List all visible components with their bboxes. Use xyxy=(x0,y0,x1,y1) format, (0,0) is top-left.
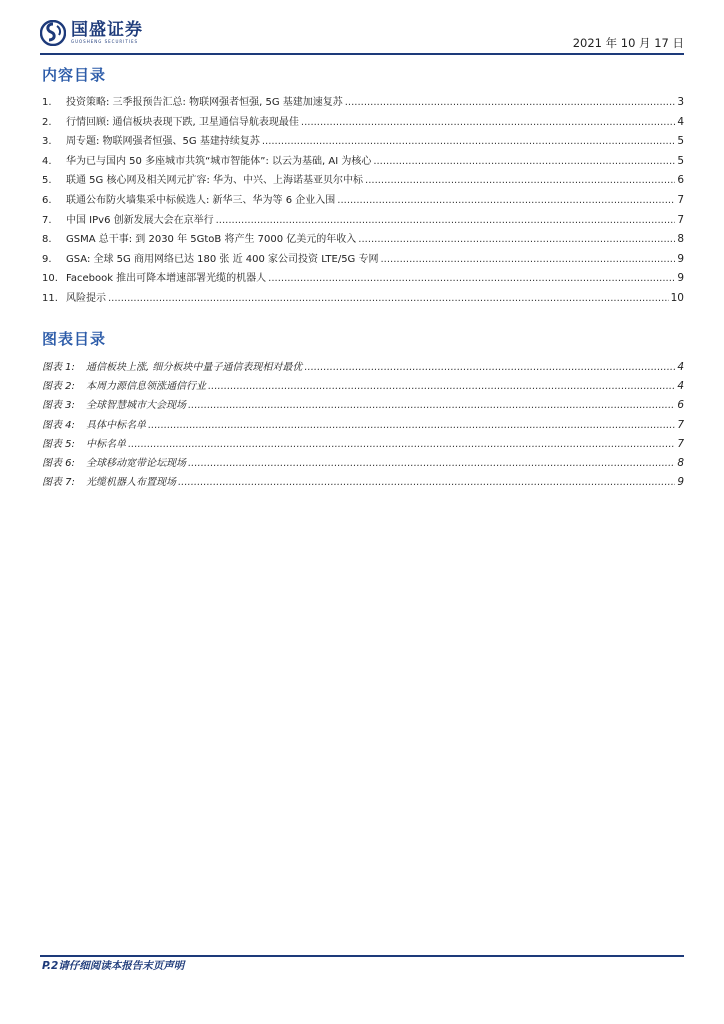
figure-entry[interactable] xyxy=(42,435,684,454)
toc-number: 4. xyxy=(42,155,52,167)
dot-leader xyxy=(128,439,675,450)
page-number: 6 xyxy=(677,399,684,412)
figure-label: 图表 3: xyxy=(42,400,75,412)
figure-title: 本周力源信息领涨通信行业 xyxy=(86,381,206,393)
toc-entry[interactable] xyxy=(42,230,684,250)
toc-number: 5. xyxy=(42,175,52,187)
dot-leader xyxy=(365,175,675,186)
page-number: 3 xyxy=(677,96,684,108)
toc-heading: 内容目录 xyxy=(42,66,107,84)
page-number: 9 xyxy=(677,476,684,489)
logo-english-name: GUOSHENG SECURITIES xyxy=(71,39,139,44)
dot-leader xyxy=(188,400,675,411)
dot-leader xyxy=(216,215,676,226)
figure-entry[interactable] xyxy=(42,454,684,473)
toc-number: 9. xyxy=(42,253,52,265)
page-number: 4 xyxy=(677,115,684,128)
toc-entry[interactable] xyxy=(42,171,684,191)
toc-title: 周专题: 物联网强者恒强、5G 基建持续复苏 xyxy=(66,136,260,148)
toc-entry[interactable] xyxy=(42,211,684,231)
dot-leader xyxy=(373,156,675,167)
page-number: 7 xyxy=(677,418,684,431)
figure-entry[interactable] xyxy=(42,358,684,377)
page-number: 10 xyxy=(670,291,684,304)
page-number: 7 xyxy=(677,213,684,226)
toc-number: 8. xyxy=(42,234,52,246)
toc-title: 中国 IPv6 创新发展大会在京举行 xyxy=(66,214,214,226)
page-number: 7 xyxy=(677,193,684,206)
toc-title: 联通公布防火墙集采中标候选人: 新华三、华为等 6 企业入围 xyxy=(66,194,336,206)
toc-title: 行情回顾: 通信板块表现下跌, 卫星通信导航表现最佳 xyxy=(66,116,299,128)
toc-list xyxy=(42,93,684,309)
dot-leader xyxy=(268,273,675,284)
toc-number: 7. xyxy=(42,214,52,226)
page-number: 5 xyxy=(677,135,684,148)
footer-disclaimer: P.2请仔细阅读本报告末页声明 xyxy=(42,960,185,972)
figure-label: 图表 5: xyxy=(42,438,75,450)
toc-title: Facebook 推出可降本增速部署光缆的机器人 xyxy=(66,273,267,285)
logo-emblem-icon xyxy=(40,20,66,46)
toc-number: 11. xyxy=(42,292,58,304)
figure-entry[interactable] xyxy=(42,473,684,492)
dot-leader xyxy=(337,195,675,206)
company-logo xyxy=(40,20,143,46)
dot-leader xyxy=(262,136,675,147)
figure-label: 图表 4: xyxy=(42,419,75,431)
figure-title: 具体中标名单 xyxy=(86,419,146,431)
toc-entry[interactable] xyxy=(42,269,684,289)
toc-title: GSA: 全球 5G 商用网络已达 180 张 近 400 家公司投资 LTE/5G 专网 xyxy=(66,253,379,265)
dot-leader xyxy=(178,477,675,488)
toc-entry[interactable] xyxy=(42,191,684,211)
toc-entry[interactable] xyxy=(42,250,684,270)
figures-heading: 图表目录 xyxy=(42,330,107,348)
toc-entry[interactable] xyxy=(42,289,684,309)
toc-entry[interactable] xyxy=(42,93,684,113)
dot-leader xyxy=(381,254,676,265)
page-number: 5 xyxy=(677,154,684,167)
figure-entry[interactable] xyxy=(42,416,684,435)
dot-leader xyxy=(358,234,675,245)
page-number: 9 xyxy=(677,252,684,265)
figure-label: 图表 1: xyxy=(42,362,75,373)
dot-leader xyxy=(108,293,669,304)
toc-number: 3. xyxy=(42,136,52,148)
page-number: 8 xyxy=(677,456,684,469)
toc-number: 6. xyxy=(42,194,52,206)
dot-leader xyxy=(304,362,675,373)
toc-entry[interactable] xyxy=(42,132,684,152)
figure-label: 图表 7: xyxy=(42,477,75,489)
page-number: 4 xyxy=(677,380,684,393)
figure-title: 中标名单 xyxy=(86,438,126,450)
figure-title: 全球智慧城市大会现场 xyxy=(86,400,186,412)
footer-divider xyxy=(40,955,684,957)
page-number: 7 xyxy=(677,437,684,450)
page-number: 8 xyxy=(677,233,684,246)
figures-list xyxy=(42,358,684,492)
toc-entry[interactable] xyxy=(42,113,684,133)
toc-number: 2. xyxy=(42,116,52,128)
figure-entry[interactable] xyxy=(42,396,684,415)
figure-title: 全球移动宽带论坛现场 xyxy=(86,457,186,469)
toc-title: 华为已与国内 50 多座城市共筑“城市智能体”: 以云为基础, AI 为核心 xyxy=(66,155,372,167)
figure-title: 光缆机器人布置现场 xyxy=(86,477,176,489)
report-date: 2021 年 10 月 17 日 xyxy=(572,36,684,50)
figure-title: 通信板块上涨, 细分板块中量子通信表现相对最优 xyxy=(86,362,303,373)
dot-leader xyxy=(148,420,675,431)
figure-label: 图表 2: xyxy=(42,381,75,393)
page-number: 6 xyxy=(677,174,684,187)
toc-title: 投资策略: 三季报预告汇总: 物联网强者恒强, 5G 基建加速复苏 xyxy=(66,97,343,108)
toc-number: 10. xyxy=(42,273,58,285)
page-header xyxy=(40,18,684,54)
logo-chinese-name: 国盛证券 xyxy=(71,20,143,40)
dot-leader xyxy=(208,381,675,392)
toc-entry[interactable] xyxy=(42,152,684,172)
page-number: 9 xyxy=(677,272,684,285)
page-number: 4 xyxy=(677,361,684,373)
toc-title: GSMA 总干事: 到 2030 年 5GtoB 将产生 7000 亿美元的年收入 xyxy=(66,234,357,246)
dot-leader xyxy=(345,97,676,108)
figure-entry[interactable] xyxy=(42,377,684,396)
dot-leader xyxy=(188,458,675,469)
toc-title: 联通 5G 核心网及相关网元扩容: 华为、中兴、上海诺基亚贝尔中标 xyxy=(66,175,364,187)
toc-number: 1. xyxy=(42,97,52,108)
toc-title: 风险提示 xyxy=(66,292,106,304)
dot-leader xyxy=(301,117,675,128)
figure-label: 图表 6: xyxy=(42,457,75,469)
header-divider xyxy=(40,53,684,55)
